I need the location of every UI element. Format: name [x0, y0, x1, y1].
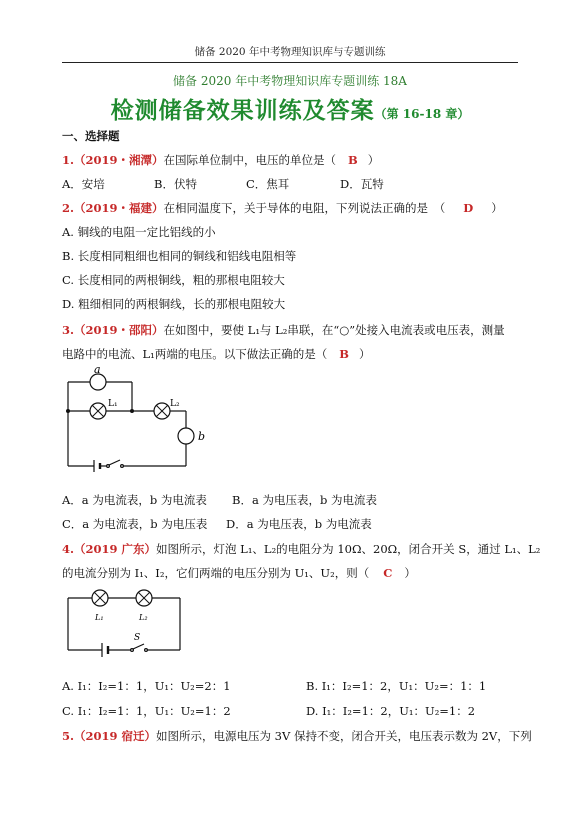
lamp-l2-label: L₂ [170, 399, 180, 409]
option-a: A．安培 [62, 177, 105, 191]
question-text: 在相同温度下，关于导体的电阻，下列说法正确的是 （ [163, 201, 446, 215]
subtitle: 储备 2020 年中考物理知识库专题训练 18A [173, 74, 407, 88]
question-answer: D [463, 201, 474, 215]
option-b: B. 长度相同粗细也相同的铜线和铝线电阻相等 [62, 249, 297, 263]
circuit-diagram-q3 [60, 364, 210, 476]
question-1-stem [62, 152, 379, 168]
section-heading: 一、选择题 [62, 129, 120, 143]
option-c: C. I₁：I₂=1：1，U₁：U₂=1：2 [62, 704, 231, 718]
question-text: 在如图中，要使 L₁与 L₂串联，在“○”处接入电流表或电压表，测量 [163, 323, 505, 337]
running-header: 储备 2020 年中考物理知识库与专题训练 [194, 46, 386, 58]
option-d: D．a 为电压表，b 为电流表 [226, 517, 372, 531]
question-text: 电路中的电流、L₁两端的电压。以下做法正确的是（ [62, 347, 328, 361]
option-d: D. 粗细相同的两根铜线，长的那根电阻较大 [62, 297, 286, 311]
question-4-stem-line2 [62, 565, 416, 581]
option-d: D．瓦特 [340, 177, 384, 191]
question-close: ） [404, 566, 416, 580]
option-b: B．a 为电压表，b 为电流表 [232, 493, 377, 507]
question-number: 1. [62, 153, 75, 167]
meter-b-icon [178, 428, 194, 444]
page-title: 检测储备效果训练及答案 [110, 97, 375, 124]
meter-a-label: a [94, 364, 101, 376]
question-close: ） [491, 201, 503, 215]
question-source: （2019 广东） [74, 542, 157, 556]
question-5-stem-line1 [62, 728, 532, 744]
circuit-diagram-q4 [62, 586, 188, 662]
switch-icon [107, 460, 124, 467]
question-text: 的电流分别为 I₁、I₂，它们两端的电压分别为 U₁、U₂，则（ [62, 566, 370, 580]
switch-label: S [134, 633, 141, 643]
question-2-stem [62, 200, 503, 216]
question-text: 如图所示，电源电压为 3V 保持不变，闭合开关，电压表示数为 2V，下列 [156, 729, 532, 743]
option-b: B. I₁：I₂=1：2，U₁：U₂=：1：1 [306, 679, 487, 693]
battery-icon [94, 460, 100, 472]
option-a: A．a 为电流表，b 为电流表 [62, 493, 207, 507]
lamp-l2-icon [154, 403, 170, 419]
lamp-l1-icon [92, 590, 108, 606]
question-3-stem-line1 [62, 322, 505, 338]
question-3-stem-line2 [62, 346, 370, 362]
lamp-l1-label: L₁ [95, 613, 104, 622]
question-answer: C [383, 566, 393, 580]
question-source: （2019・福建） [74, 201, 164, 215]
option-a: A. 铜线的电阻一定比铝线的小 [62, 225, 216, 239]
question-answer: B [339, 347, 349, 361]
question-number: 4. [62, 542, 75, 556]
question-answer: B [348, 153, 358, 167]
question-source: （2019・邵阳） [74, 323, 164, 337]
question-text: 在国际单位制中，电压的单位是（ [163, 153, 337, 167]
question-4-stem-line1 [62, 541, 540, 557]
option-c: C. 长度相同的两根铜线，粗的那根电阻较大 [62, 273, 285, 287]
meter-a-icon [90, 374, 106, 390]
question-close: ） [367, 153, 380, 167]
question-source: （2019 宿迁） [74, 729, 157, 743]
option-b: B．伏特 [154, 177, 197, 191]
question-source: （2019・湘潭） [74, 153, 164, 167]
question-number: 5. [62, 729, 75, 743]
header-rule [62, 62, 518, 63]
title-block [0, 92, 580, 125]
battery-icon [102, 643, 108, 657]
question-text: 如图所示，灯泡 L₁、L₂的电阻分为 10Ω、20Ω，闭合开关 S，通过 L₁、L₂ [156, 542, 541, 556]
lamp-l1-icon [90, 403, 106, 419]
lamp-l2-label: L₂ [139, 613, 148, 622]
question-number: 3. [62, 323, 75, 337]
lamp-l1-label: L₁ [108, 399, 118, 409]
meter-b-label: b [198, 430, 206, 443]
option-c: C．a 为电流表，b 为电压表 [62, 517, 208, 531]
question-number: 2. [62, 201, 75, 215]
option-c: C．焦耳 [246, 177, 290, 191]
lamp-l2-icon [136, 590, 152, 606]
option-a: A. I₁：I₂=1：1，U₁：U₂=2：1 [62, 679, 231, 693]
question-close: ） [358, 347, 371, 361]
switch-icon [131, 644, 148, 651]
option-d: D. I₁：I₂=1：2，U₁：U₂=1：2 [306, 704, 476, 718]
title-chapters: （第 16-18 章） [374, 107, 470, 121]
